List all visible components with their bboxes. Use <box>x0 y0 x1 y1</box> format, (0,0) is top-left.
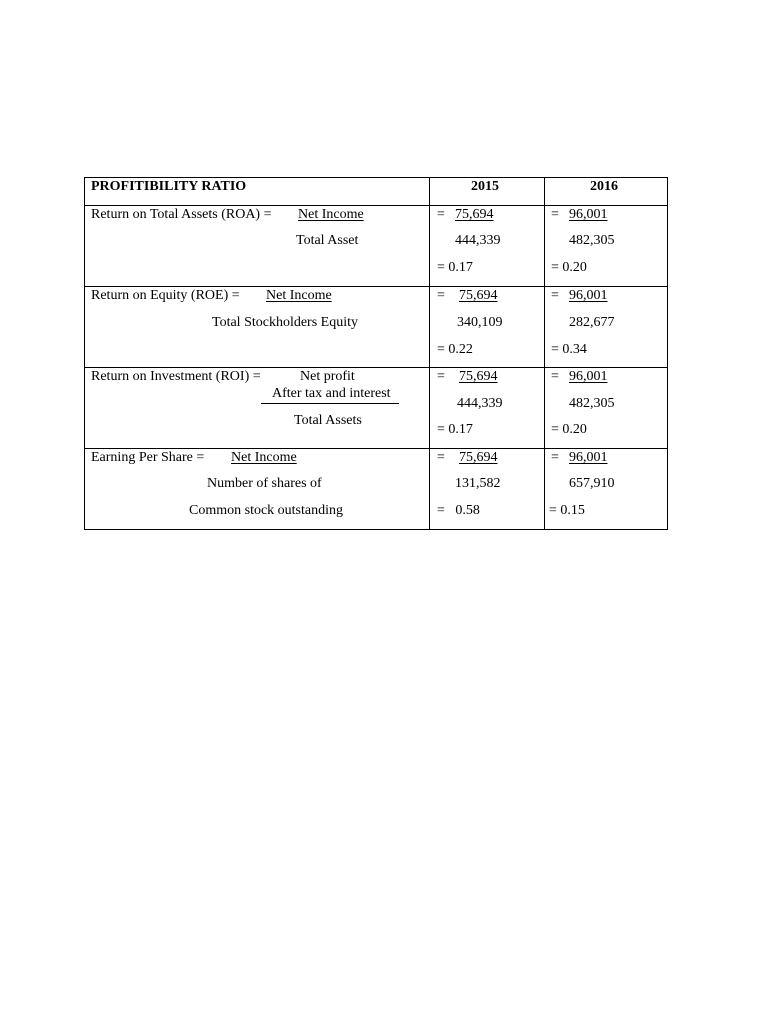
ratio-denominator: Total Assets <box>294 413 362 428</box>
denominator-value: 444,339 <box>455 233 501 248</box>
numerator-value: 75,694 <box>455 207 494 222</box>
ratio-numerator: Net Income <box>266 288 332 303</box>
denominator-value: 482,305 <box>569 396 615 411</box>
ratio-label-cell <box>85 287 430 368</box>
ratio-numerator: Net profit <box>300 369 355 384</box>
ratio-numerator-line2: After tax and interest <box>272 386 391 401</box>
ratio-name: Earning Per Share = <box>91 450 205 465</box>
year1-value-cell <box>430 449 545 530</box>
result-value: = 0.58 <box>437 503 480 518</box>
ratio-name: Return on Total Assets (ROA) = <box>91 207 272 222</box>
fraction-bar <box>261 403 399 404</box>
result-value: = 0.20 <box>551 260 587 275</box>
table-row <box>85 287 668 368</box>
denominator-value: 482,305 <box>569 233 615 248</box>
numerator-value: 96,001 <box>569 369 608 384</box>
year1-value-cell <box>430 206 545 287</box>
year1-value-cell <box>430 287 545 368</box>
result-value: = 0.15 <box>549 503 585 518</box>
numerator-value: 96,001 <box>569 207 608 222</box>
equals-sign: = <box>551 369 559 384</box>
result-value: = 0.20 <box>551 422 587 437</box>
ratio-label-cell <box>85 449 430 530</box>
header-year2-cell <box>545 178 668 206</box>
equals-sign: = <box>437 288 445 303</box>
denominator-value: 131,582 <box>455 476 501 491</box>
header-year1: 2015 <box>471 179 499 194</box>
header-label-cell <box>85 178 430 206</box>
ratio-denominator: Total Stockholders Equity <box>212 315 359 330</box>
equals-sign: = <box>551 207 559 222</box>
ratio-denominator-line2: Common stock outstanding <box>189 503 343 518</box>
equals-sign: = <box>551 450 559 465</box>
year2-value-cell <box>545 449 668 530</box>
numerator-value: 96,001 <box>569 450 608 465</box>
result-value: = 0.34 <box>551 342 587 357</box>
ratio-denominator: Total Asset <box>296 233 359 248</box>
ratio-numerator: Net Income <box>231 450 297 465</box>
numerator-value: 75,694 <box>459 369 498 384</box>
ratio-name: Return on Equity (ROE) = <box>91 288 240 303</box>
equals-sign: = <box>551 288 559 303</box>
result-value: = 0.17 <box>437 260 473 275</box>
equals-sign: = <box>437 450 445 465</box>
ratio-name: Return on Investment (ROI) = <box>91 369 261 384</box>
year1-value-cell <box>430 368 545 449</box>
ratio-label-cell <box>85 206 430 287</box>
profitability-ratio-table <box>84 177 668 530</box>
header-year2: 2016 <box>590 179 618 194</box>
table-row <box>85 206 668 287</box>
ratio-label-cell <box>85 368 430 449</box>
denominator-value: 340,109 <box>457 315 503 330</box>
year2-value-cell <box>545 206 668 287</box>
ratio-denominator: Number of shares of <box>207 476 322 491</box>
table-header-row <box>85 178 668 206</box>
year2-value-cell <box>545 368 668 449</box>
equals-sign: = <box>437 207 445 222</box>
denominator-value: 657,910 <box>569 476 615 491</box>
result-value: = 0.17 <box>437 422 473 437</box>
table-row <box>85 368 668 449</box>
result-value: = 0.22 <box>437 342 473 357</box>
numerator-value: 75,694 <box>459 288 498 303</box>
ratio-numerator: Net Income <box>298 207 364 222</box>
equals-sign: = <box>437 369 445 384</box>
table-row <box>85 449 668 530</box>
denominator-value: 282,677 <box>569 315 615 330</box>
numerator-value: 96,001 <box>569 288 608 303</box>
numerator-value: 75,694 <box>459 450 498 465</box>
denominator-value: 444,339 <box>457 396 503 411</box>
year2-value-cell <box>545 287 668 368</box>
header-label: PROFITIBILITY RATIO <box>91 179 247 194</box>
header-year1-cell <box>430 178 545 206</box>
